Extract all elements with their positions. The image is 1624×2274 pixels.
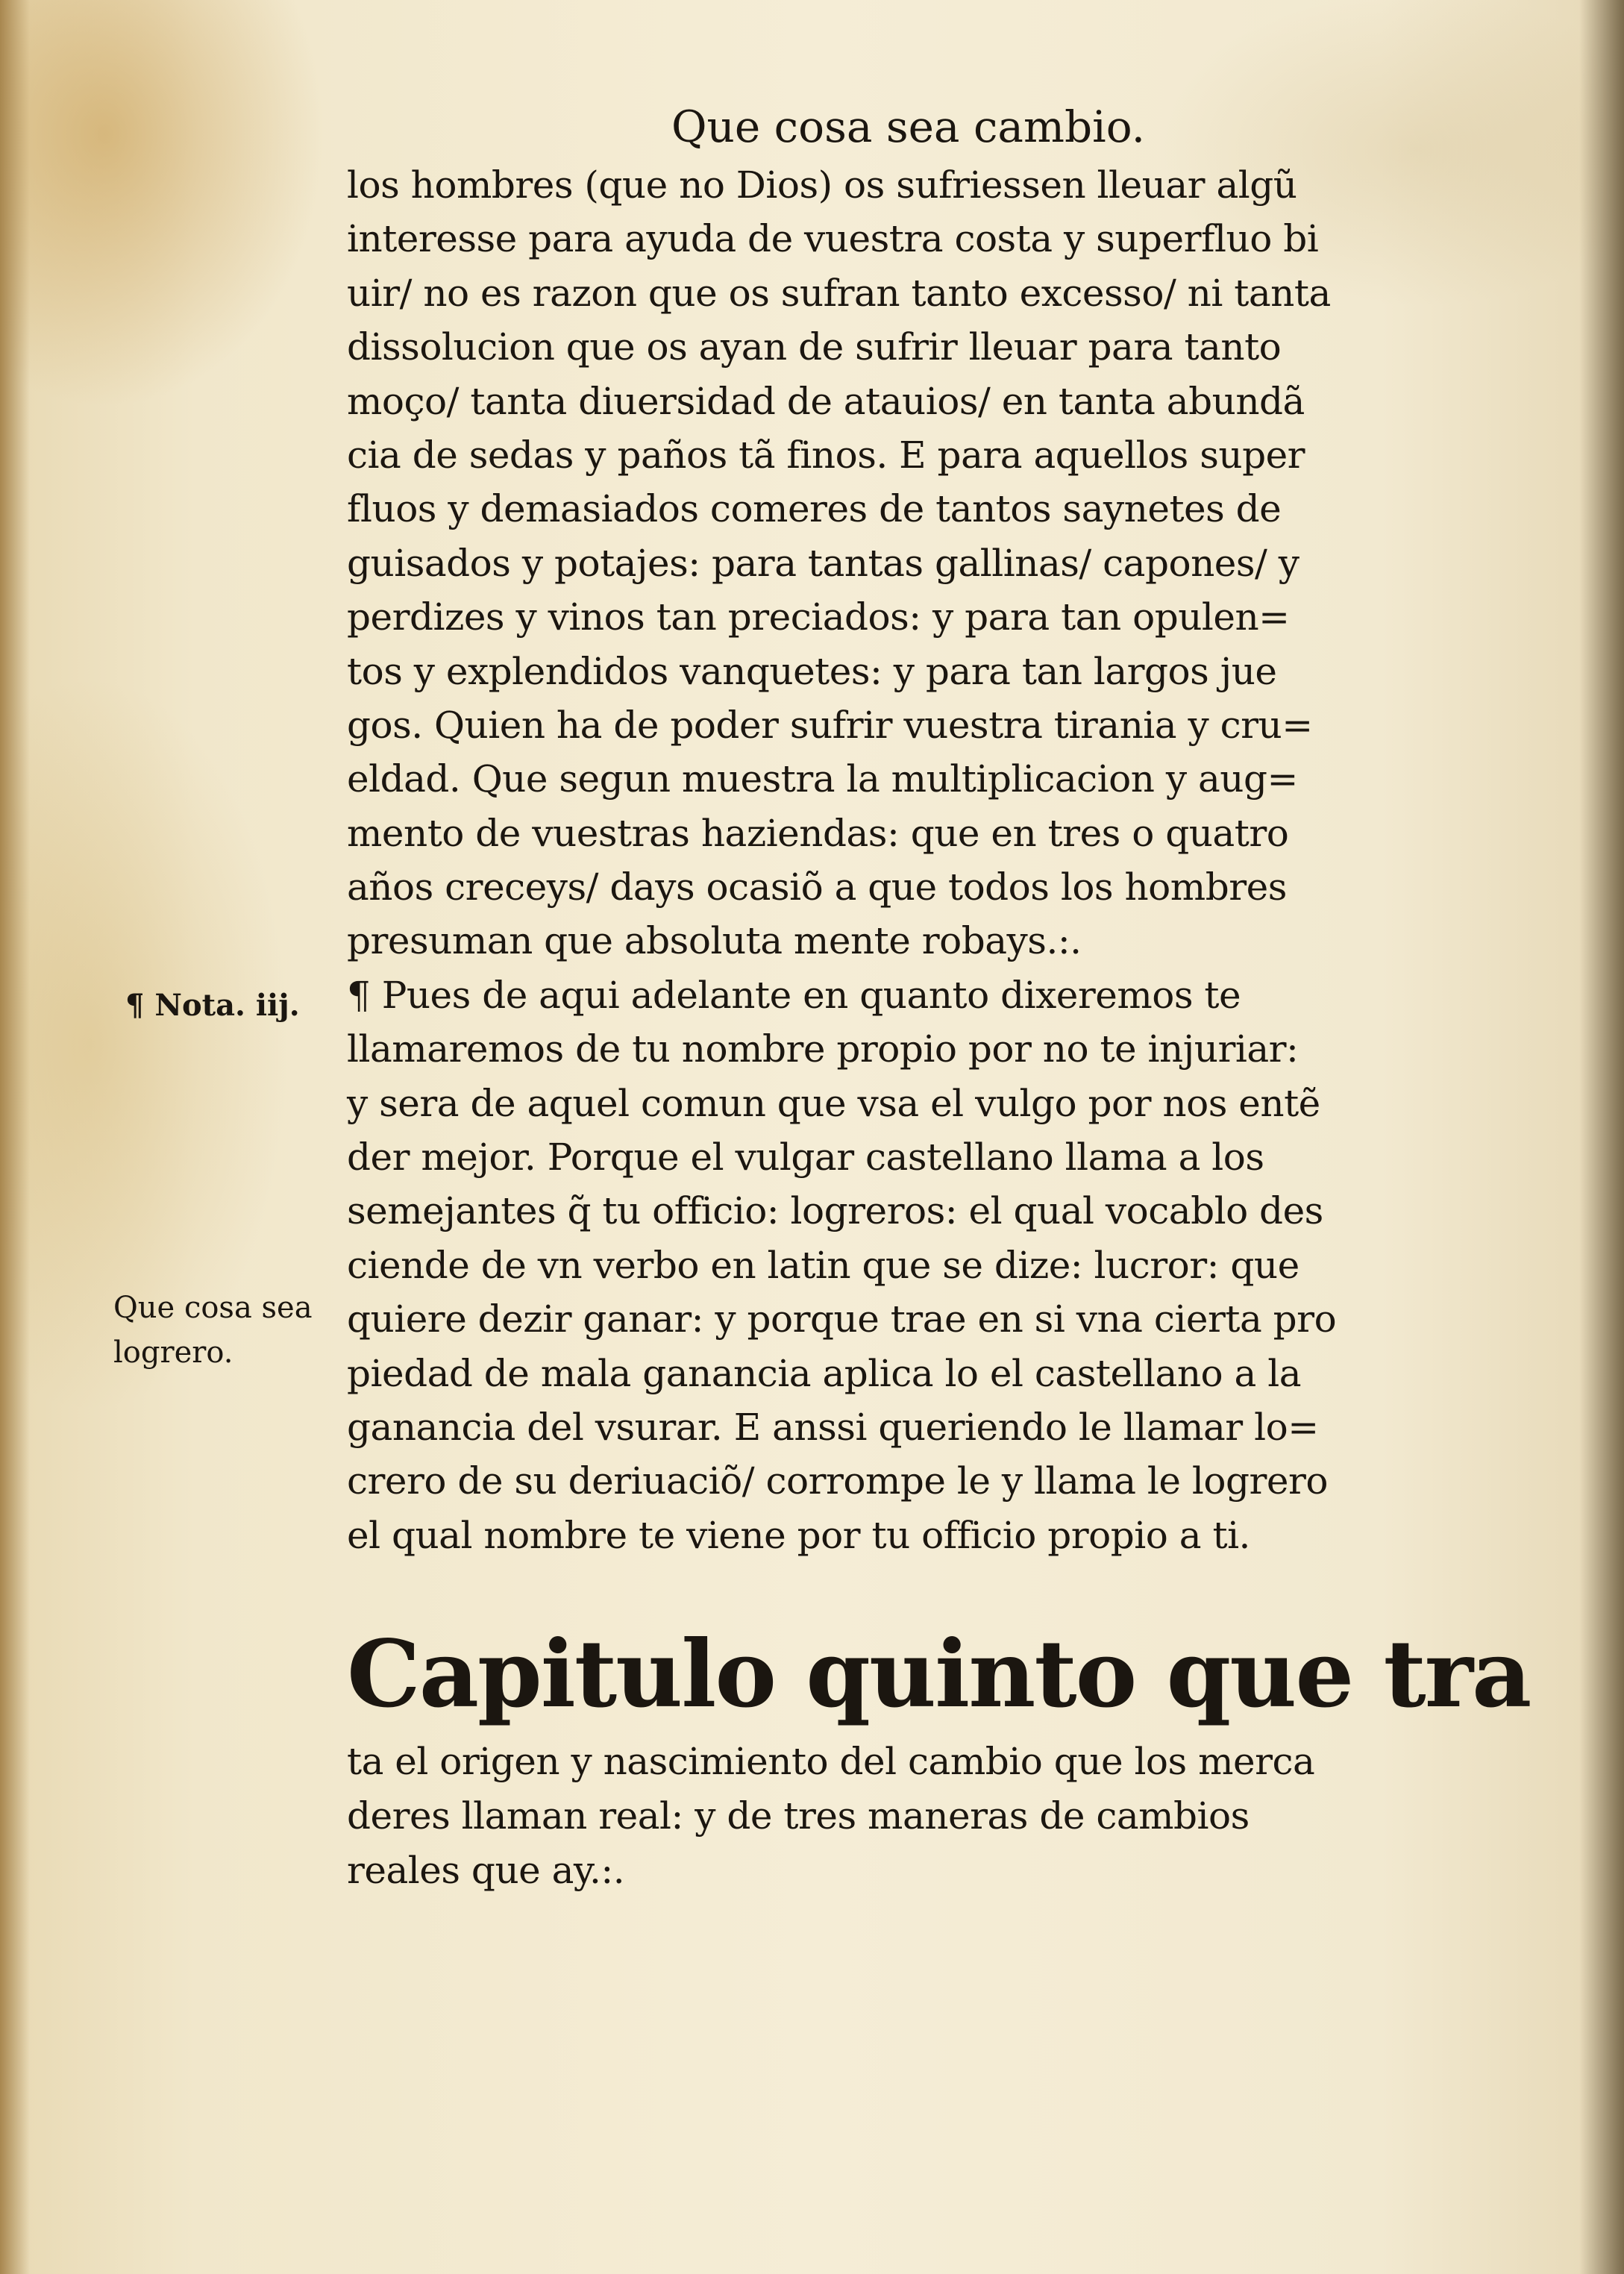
- margin-note-line: logrero.: [113, 1335, 233, 1370]
- text-line: los hombres (que no Dios) os sufriessen lleuar algũ: [347, 163, 1297, 207]
- text-line: llamaremos de tu nombre propio por no te injuriar:: [347, 1027, 1299, 1071]
- text-line: guisados y potajes: para tantas gallinas/ capones/ y: [347, 541, 1299, 585]
- text-line: años creceys/ days ocasiõ a que todos los hombres: [347, 865, 1287, 909]
- text-line: el qual nombre te viene por tu officio propio a ti.: [347, 1513, 1250, 1557]
- margin-note-line: Que cosa sea: [113, 1291, 313, 1325]
- body-text: [347, 158, 1391, 1562]
- text-line: piedad de mala ganancia aplica lo el castellano a la: [347, 1351, 1302, 1395]
- text-line: dissolucion que os ayan de sufrir lleuar para tanto: [347, 325, 1282, 369]
- text-line: der mejor. Porque el vulgar castellano llama a los: [347, 1136, 1264, 1180]
- margin-note-logrero: [113, 1285, 313, 1375]
- text-line: semejantes q̃ tu officio: logreros: el qual vocablo des: [347, 1189, 1323, 1233]
- text-line: ¶ Pues de aqui adelante en quanto dixeremos te: [347, 973, 1241, 1017]
- text-line: mento de vuestras haziendas: que en tres o quatro: [347, 811, 1289, 855]
- chapter-title: Capitulo quinto que tra: [347, 1620, 1531, 1729]
- text-line: quiere dezir ganar: y porque trae en si vna cierta pro: [347, 1297, 1337, 1341]
- text-line: gos. Quien ha de poder sufrir vuestra tirania y cru=: [347, 703, 1313, 747]
- margin-note-nota: ¶ Nota. iij.: [125, 988, 300, 1023]
- text-line: ganancia del vsurar. E anssi queriendo le llamar lo=: [347, 1405, 1319, 1449]
- text-line: moço/ tanta diuersidad de atauios/ en tanta abundã: [347, 379, 1305, 423]
- chapter-subtitle-line: deres llaman real: y de tres maneras de cambios: [347, 1794, 1250, 1838]
- text-line: perdizes y vinos tan preciados: y para tan opulen=: [347, 595, 1290, 639]
- text-line: tos y explendidos vanquetes: y para tan largos jue: [347, 649, 1277, 693]
- text-line: crero de su deriuaciõ/ corrompe le y llama le logrero: [347, 1459, 1328, 1503]
- text-line: eldad. Que segun muestra la multiplicacion y aug=: [347, 757, 1298, 801]
- text-line: presuman que absoluta mente robays.:.: [347, 919, 1082, 963]
- running-head: Que cosa sea cambio.: [671, 101, 1146, 152]
- text-line: fluos y demasiados comeres de tantos saynetes de: [347, 487, 1282, 531]
- chapter-subtitle-line: reales que ay.:.: [347, 1849, 625, 1892]
- text-line: ciende de vn verbo en latin que se dize: lucror: que: [347, 1243, 1299, 1287]
- text-line: y sera de aquel comun que vsa el vulgo por nos entẽ: [347, 1081, 1320, 1125]
- text-line: cia de sedas y paños tã finos. E para aquellos super: [347, 433, 1305, 477]
- chapter-subtitle-line: ta el origen y nascimiento del cambio que los merca: [347, 1740, 1315, 1783]
- chapter-heading: [347, 1615, 1531, 1898]
- text-line: interesse para ayuda de vuestra costa y superfluo bi: [347, 217, 1319, 261]
- text-line: uir/ no es razon que os sufran tanto excesso/ ni tanta: [347, 271, 1331, 315]
